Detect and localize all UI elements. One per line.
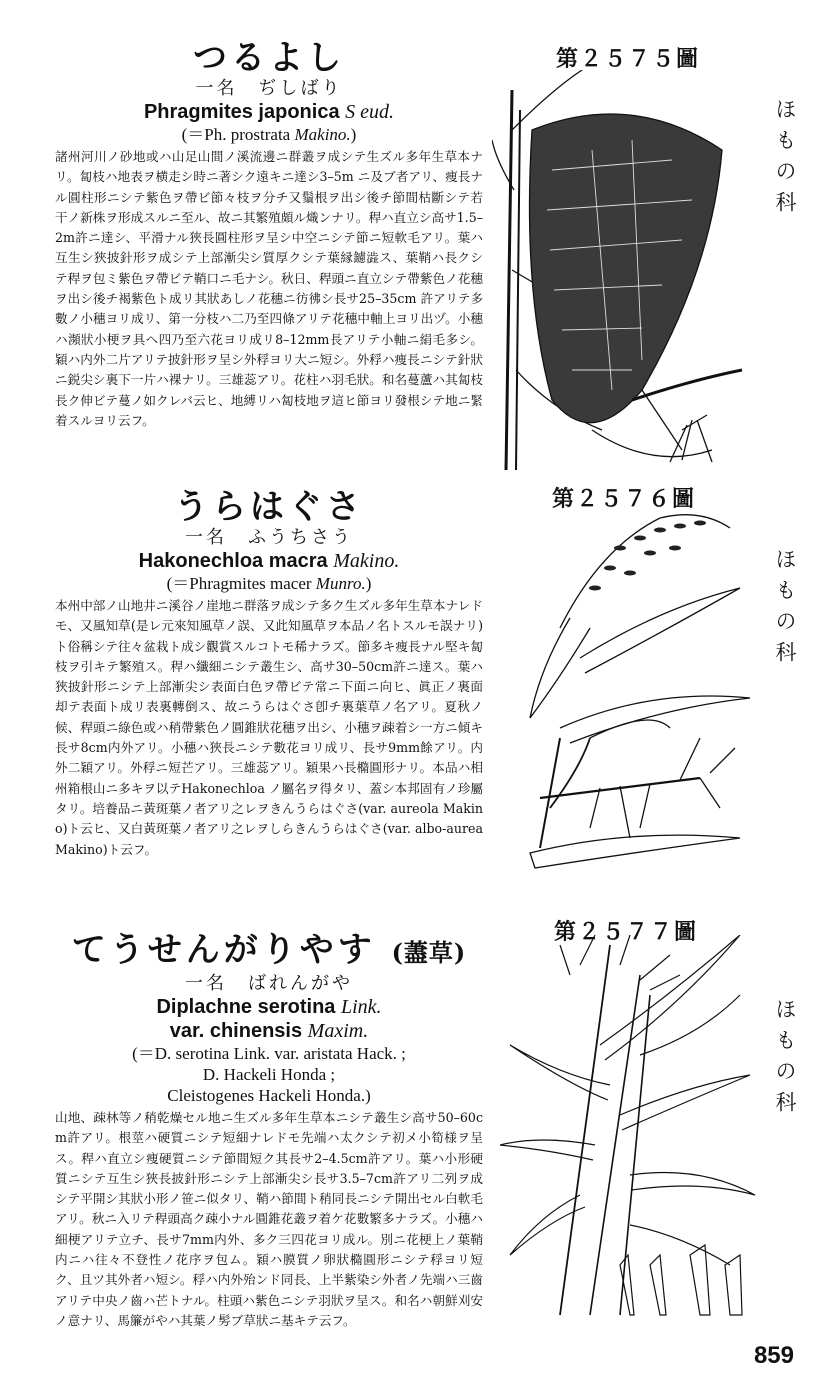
plate-illustration-hakonechloa: [500, 508, 755, 893]
family-label: ほもの科: [773, 548, 797, 672]
description-text: 山地、疎林等ノ稍乾燥セル地ニ生ズル多年生草本ニシテ叢生シ高サ50–60cm許アリ。根莖ハ硬質ニシテ短細ナレドモ先端ハ太クシテ初メ小筍様ヲ呈ス。稈ハ直立シ痩硬質ニシテ節間短ク其長サ2–4.5cm許アリ。葉ハ小形硬質ニシテ互生シ狹長披針形ニシテ上部漸尖シ長サ3.5–7cm許アリ二列ヲ成シテ平開シ其狀小形ノ笹ニ似タリ、鞘ハ節間ト稍同長ニシテ開出セル白軟毛アリ。秋ニ入リテ稈頭高ク疎小ナル圓錐花叢ヲ着ケ花數繁多ナラズ。小穗ハ細梗アリテ立チ、長サ7mm内外、多ク三四花ヨリ成ル。別ニ花梗上ノ葉鞘内ニハ往々不登性ノ花序ヲ包ム。穎ハ膜質ノ卵狀橢圓形ニシテ稃ヨリ短ク、且ツ其外者ハ短シ。稃ハ内外殆ンド同長、上半紫染シ外者ノ先端ハ三齒アリテ中央ノ齒ハ芒トナル。柱頭ハ紫色ニシテ羽狀ヲ呈ス。和名ハ朝鮮刈安ノ意ナリ、馬簾がやハ其葉ノ髣ブ草狀ニ基キテ云フ。: [55, 1110, 483, 1328]
synonym-line-3: Cleistogenes Hackeli Honda.): [167, 1086, 371, 1105]
entry-title: うらはぐさ: [174, 487, 364, 527]
entry-title: てうせんがりやす (藎草): [71, 930, 467, 970]
family-label: ほもの科: [773, 98, 797, 222]
entry-tsuruyoshi: [55, 38, 483, 431]
synonym: (＝Phragmites macer Munro.): [166, 574, 372, 593]
family-label: ほもの科: [773, 998, 797, 1122]
plate-number: 第２５７７圖: [554, 919, 699, 945]
entry-chosengariyasu: [55, 930, 483, 1331]
alternate-name: 一名 ばれんがや: [185, 973, 353, 994]
entry-title: つるよし: [193, 38, 345, 78]
synonym-line-2: D. Hackeli Honda ;: [202, 1065, 336, 1084]
variety-name: var. chinensis Maxim.: [169, 1020, 369, 1042]
plate-number: 第２５７６圖: [552, 486, 697, 512]
page-number: 859: [753, 1342, 794, 1369]
alternate-name: 一名 ぢしばり: [195, 78, 343, 99]
scientific-name: Phragmites japonica S eud.: [143, 101, 395, 123]
plate-illustration-phragmites: [492, 70, 748, 470]
plate-illustration-diplachne: [500, 935, 760, 1325]
synonym: (＝Ph. prostrata Makino.): [181, 125, 357, 144]
alternate-name: 一名 ふうちさう: [185, 527, 353, 548]
description-text: 諸州河川ノ砂地或ハ山足山間ノ溪流邊ニ群叢ヲ成シテ生ズル多年生草本ナリ。匐枝ハ地表ヲ横走シ時ニ著シク遠キニ達シ3–5m ニ及ブ者アリ、痩長ナル圓柱形ニシテ紫色ヲ帶ビ節々枝ヲ分チ又鬚根ヲ出シ後チ節間枯斷シテ若干ノ新株ヲ形成スルニ至ル、故ニ其繁殖頗ル熾ンナリ。稈ハ直立シ高サ1.5–2m許ニ達シ、平滑ナル狹長圓柱形ヲ呈シ中空ニシテ節ニ短軟毛アリ。葉ハ互生シ狹披針形ヲ成シテ上部漸尖シ質厚クシテ葉縁鑢澁ス、葉鞘ハ長クシテ稈ヲ包ミ紫色ヲ帶ビテ鞘口ニ毛ナシ。秋日、稈頭ニ直立シテ帶紫色ノ花穗ヲ出シ後チ褐紫色ト成リ其狀あしノ花穗ニ彷彿シ長サ25–35cm 許アリテ多數ノ小穗ヨリ成リ、第一分枝ハ二乃至四條アリテ花穗中軸上ヨリ出ヅ。小穗ハ瀕狀小梗ヲ具ヘ四乃至六花ヨリ成リ8–12mm長アリテ小軸ニ絹毛多シ。穎ハ内外二片アリテ披針形ヲ呈シ外稃ヨリ大ニ短シ。外稃ハ痩長ニシテ針狀ニ鋭尖シ裏下一片ハ裸ナリ。三雄蕊アリ。花柱ハ羽毛狀。和名蔓蘆ハ其匐枝長ク伸ビテ蔓ノ如クレバ云ヒ、地縛リハ匐枝地ヲ這ヒ節ヨリ發根シテ地ニ緊着スルヨリ云フ。: [55, 149, 483, 428]
kanji-name: (藎草): [391, 938, 467, 967]
synonym: (＝D. serotina Link. var. aristata Hack. ;: [132, 1044, 406, 1063]
plate-number: 第２５７５圖: [556, 46, 701, 72]
scientific-name: Hakonechloa macra Makino.: [138, 550, 400, 572]
entry-urahagusa: [55, 487, 483, 860]
scientific-name: Diplachne serotina Link.: [156, 996, 382, 1018]
description-text: 本州中部ノ山地井ニ溪谷ノ崖地ニ群落ヲ成シテ多ク生ズル多年生草本ナレドモ、又風知草(是レ元來知風草ノ誤、又此知風草ヲ本品ノ名トスルモ誤ナリ)ト俗稱シテ往々盆栽ト成シ觀賞スルコトモ稀ナラズ。節多キ痩長ナル堅キ匐枝ヲ引キテ繁殖ス。稈ハ纖細ニシテ叢生シ、高サ30–50cm許ニ達ス。葉ハ狹披針形ニシテ上部漸尖シ表面白色ヲ帶ビテ常ニ下面ニ向ヒ、眞正ノ裏面却テ表面ト成リ表裏轉倒ス、故ニうらはぐさ卽チ裏葉草ノ名アリ。夏秋ノ候、稈頭ニ綠色或ハ稍帶紫色ノ圓錐狀花穗ヲ出シ、小穗ヲ疎着シ一方ニ傾キ長サ8cm内外アリ。小穗ハ狹長ニシテ數花ヨリ成リ、長サ9mm餘アリ。内外二穎アリ。外稃ニ短芒アリ。三雄蕊アリ。穎果ハ長橢圓形ナリ。本品ハ相州箱根山ニ多キヲ以テHakonechloa ノ屬名ヲ得タリ、蓋シ本邦固有ノ珍屬タリ。培養品ニ黃斑葉ノ者アリ之レヲきんうらはぐさ(var. aureola Makino)ト云ヒ、又白黃斑葉ノ者アリ之レヲしらきんうらはぐさ(var. albo-aurea Makino)ト云フ。: [55, 598, 483, 857]
